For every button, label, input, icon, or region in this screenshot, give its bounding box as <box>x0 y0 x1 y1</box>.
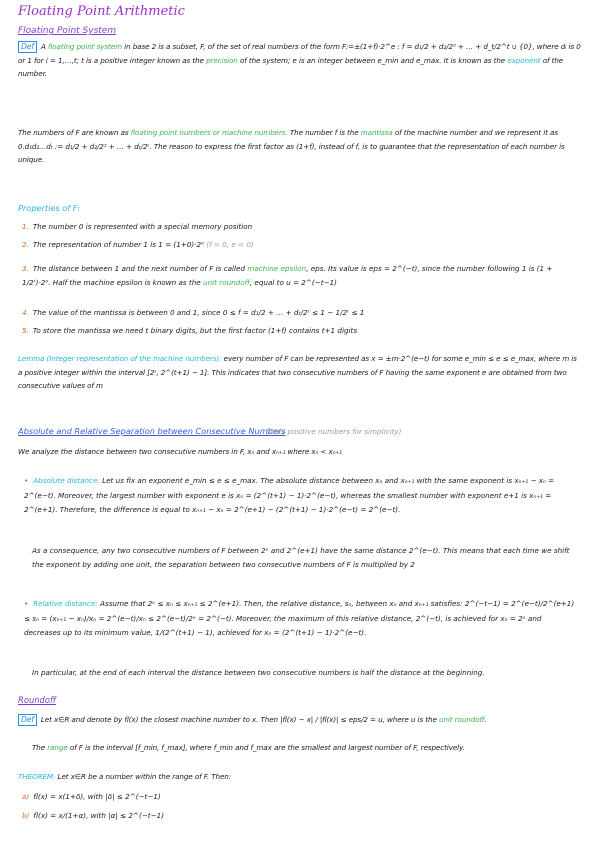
separation-intro: We analyze the distance between two consecutive numbers in F, xₙ and xₙ₊₁ where xₙ < xₙ₊₁ <box>18 447 342 456</box>
term-machine-numbers: floating point numbers or machine numbers. <box>130 128 288 137</box>
theorem-label: THEOREM: <box>18 772 56 781</box>
definition-tag: Def <box>18 714 37 726</box>
property-item: 3. The distance between 1 and the next number of F is called machine epsilon, eps. Its value is eps = 2^(−t), since the number following 1 is (1 + 1/2ᵗ)·2⁰. Half the machine epsilon is known as the unit roundoff, equal to u = 2^(−t−1) <box>22 264 553 287</box>
lemma-label: Lemma (Integer representation of the machine numbers): <box>18 354 222 363</box>
paragraph-machine-numbers: The numbers of F are known as floating point numbers or machine numbers. The number f is the mantissa of the machine number and we represent it as 0.d₁d₂…dₜ := d₁/2 + d₂/2² + … + dₜ/2ᵗ. The reason to express the first factor as (1+f), instead of f, is to guarantee that the representation of each number is unique. <box>18 128 565 164</box>
property-item: 1. The number 0 is represented with a special memory position <box>22 222 253 231</box>
term-exponent: exponent <box>507 55 541 65</box>
theorem-item: b) fl(x) = x/(1+α), with |α| ≤ 2^(−t−1) <box>22 811 165 820</box>
property-item: 5. To store the mantissa we need t binary digits, but the first factor (1+f) contains t+1 digits <box>22 326 358 335</box>
section-heading-separation: Absolute and Relative Separation between Consecutive Numbers <box>18 426 286 436</box>
absolute-distance-consequence: As a consequence, any two consecutive numbers of F between 2ᵉ and 2^(e+1) have the same distance 2^(e−t). This means that each time we shift the exponent by adding one unit, the separation between two consecutive numbers of F is multiplied by 2 <box>32 546 570 569</box>
absolute-distance-label: Absolute distance: <box>33 476 100 485</box>
theorem-item: a) fl(x) = x(1+δ), with |δ| ≤ 2^(−t−1) <box>22 792 161 801</box>
properties-heading: Properties of F: <box>18 203 80 213</box>
term-mantissa: mantissa <box>360 128 393 137</box>
term-machine-epsilon: machine epsilon <box>247 264 307 273</box>
property-note: (f = 0, e = 0) <box>206 240 254 249</box>
relative-distance-item: • Relative distance: Assume that 2ᵉ ≤ xₙ ≤ xₙ₊₁ ≤ 2^(e+1). Then, the relative distance, sₙ, between xₙ and xₙ₊₁ satisfies: 2^(−t−1) = 2^(e−t)/2^(e+1) ≤ sₙ = (xₙ₊₁ − xₙ)/xₙ = 2^(e−t)/xₙ ≤ 2^(e−t)/2ᵉ = 2^(−t). Moreover, the maximum of this relative distance, 2^(−t), is achieved for xₙ = 2ᵉ and decreases up to its minimum value, 1/(2^(t+1) − 1), achieved for xₙ = (2^(t+1) − 1)·2^(e−t). <box>24 599 575 637</box>
definition-tag: Def <box>18 41 37 53</box>
bullet-dot: • <box>24 476 29 485</box>
page-title: Floating Point Arithmetic <box>18 4 185 19</box>
relative-distance-label: Relative distance: <box>33 599 98 608</box>
theorem: THEOREM: Let x∈R be a number within the range of F. Then: <box>18 772 232 781</box>
property-item: 2. The representation of number 1 is 1 = (1+0)·2⁰ (f = 0, e = 0) <box>22 240 254 249</box>
definition-floating-point-system: Def A floating point system in base 2 is a subset, F, of the set of real numbers of the form F:=±(1+f)·2^e : f = d₁/2 + d₂/2² + … + d_t/2^t ∪ {0}, where dᵢ is 0 or 1 for i = 1,…,t; t is a positive integer known as the precision of the system; e is an integer between e_min and e_max. It is known as the exponent of the number. <box>18 42 581 78</box>
term-precision: precision <box>206 55 238 65</box>
definition-unit-roundoff: Def Let x∈R and denote by fl(x) the closest machine number to x. Then |fl(x) − x| / |fl(x)| ≤ eps/2 = u, where u is the unit roundoff. <box>18 713 582 727</box>
lemma-integer-representation: Lemma (Integer representation of the machine numbers): every number of F can be represented as x = ±m·2^(e−t) for some e_min ≤ e ≤ e_max, where m is a positive integer within the interval [2ᵗ, 2^(t+1) − 1]. This indicates that two consecutive numbers of F having the same exponent e are obtained from two consecutive values of m <box>18 354 577 390</box>
section-heading-roundoff: Roundoff <box>18 695 57 705</box>
separation-note: (Only positive numbers for simplicity) <box>266 427 402 436</box>
term-floating-point-system: floating point system <box>47 42 122 51</box>
range-definition: The range of F is the interval [f_min, f_max], where f_min and f_max are the smallest and largest number of F, respectively. <box>32 743 465 752</box>
relative-distance-consequence: In particular, at the end of each interval the distance between two consecutive numbers is half the distance at the beginning. <box>32 668 485 677</box>
section-heading-floating-point-system: Floating Point System <box>18 26 117 36</box>
bullet-dot: • <box>24 599 29 608</box>
term-unit-roundoff: unit roundoff <box>203 277 250 287</box>
property-item: 4. The value of the mantissa is between 0 and 1, since 0 ≤ f = d₁/2 + … + dₜ/2ᵗ ≤ 1 − 1/2ᵗ ≤ 1 <box>22 308 365 317</box>
absolute-distance-item: • Absolute distance: Let us fix an exponent e_min ≤ e ≤ e_max. The absolute distance between xₙ and xₙ₊₁ with the same exponent is xₙ₊₁ − xₙ = 2^(e−t). Moreover, the largest number with exponent e is xₙ = (2^(t+1) − 1)·2^(e−t), whereas the smallest number with exponent e+1 is xₙ₊₁ = 2^(e+1). Therefore, the difference is equal to xₙ₊₁ − xₙ = 2^(e+1) − (2^(t+1) − 1)·2^(e−t) = 2^(e−t). <box>24 476 555 514</box>
term-range: range <box>47 743 68 752</box>
term-unit-roundoff-def: unit roundoff <box>438 715 485 724</box>
